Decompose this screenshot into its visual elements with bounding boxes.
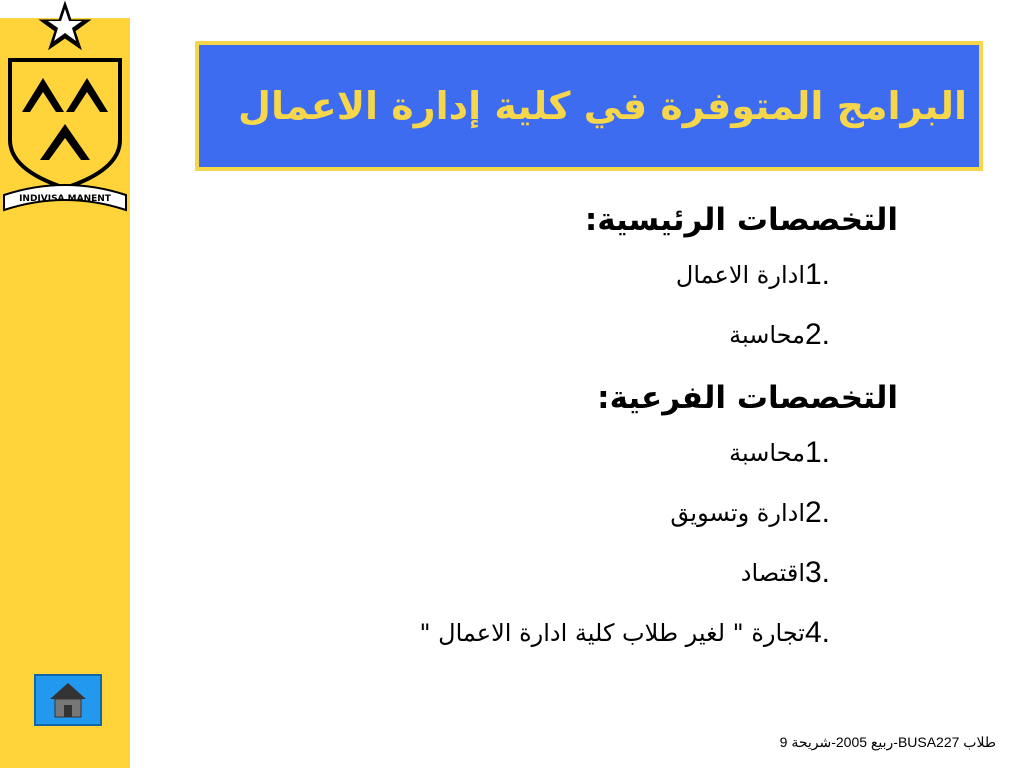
item-text: ادارة الاعمال (675, 261, 805, 289)
slide-content (178, 195, 898, 663)
item-text: محاسبة (729, 321, 805, 349)
item-number: 2. (805, 496, 831, 529)
list-item (178, 423, 898, 483)
minor-heading: التخصصات الفرعية: (597, 380, 898, 416)
item-text: ادارة وتسويق (670, 499, 805, 527)
list-item (178, 543, 898, 603)
slide-footer: طلاب BUSA227-ربيع 2005-شريحة 9 (779, 734, 996, 750)
item-text: اقتصاد (740, 559, 805, 587)
list-item (178, 483, 898, 543)
list-item (178, 305, 898, 365)
item-number: 4. (805, 616, 831, 649)
home-icon (48, 681, 88, 719)
page-title: البرامج المتوفرة في كلية إدارة الاعمال (238, 84, 967, 128)
item-number: 1. (805, 436, 831, 469)
item-number: 2. (805, 318, 831, 351)
list-item (178, 245, 898, 305)
major-heading: التخصصات الرئيسية: (584, 202, 898, 238)
item-text: محاسبة (729, 439, 805, 467)
item-number: 1. (805, 258, 831, 291)
home-button[interactable] (34, 674, 102, 726)
item-text: تجارة " لغير طلاب كلية ادارة الاعمال " (419, 619, 805, 647)
list-item (178, 603, 898, 663)
item-number: 3. (805, 556, 831, 589)
crest-motto: INDIVISA MANENT (19, 194, 111, 204)
title-box (195, 41, 983, 171)
university-crest (0, 0, 130, 225)
